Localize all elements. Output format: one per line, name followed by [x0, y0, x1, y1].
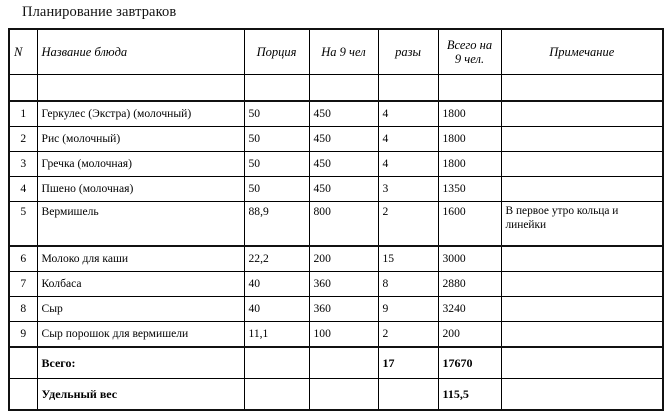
cell-per-9-people: 100	[309, 322, 378, 348]
summary-label-specific-weight: Удельный вес	[37, 379, 244, 411]
cell-dish-name: Молоко для каши	[37, 246, 244, 272]
cell-times: 4	[378, 101, 438, 127]
summary-row-grand-total	[9, 347, 663, 379]
cell-per-9-people: 800	[309, 202, 378, 247]
cell-note: В первое утро кольца и линейки	[501, 202, 663, 247]
table-row	[9, 322, 663, 348]
column-header-total-line-2: 9 чел.	[454, 52, 485, 66]
table-row	[9, 202, 663, 247]
cell-total-for-9: 1800	[438, 152, 501, 177]
cell-dish-name: Рис (молочный)	[37, 127, 244, 152]
column-header-times: разы	[378, 29, 438, 75]
cell-number: 4	[9, 177, 37, 202]
summary-cell-portion	[244, 347, 309, 379]
cell-times: 9	[378, 297, 438, 322]
cell-per-9-people: 450	[309, 152, 378, 177]
cell-number: 3	[9, 152, 37, 177]
summary-cell-note	[501, 347, 663, 379]
cell-times: 3	[378, 177, 438, 202]
cell-total-for-9: 1800	[438, 127, 501, 152]
cell-times: 15	[378, 246, 438, 272]
cell-portion: 50	[244, 101, 309, 127]
cell-number: 7	[9, 272, 37, 297]
summary-cell-total-for-9: 17670	[438, 347, 501, 379]
cell-times: 4	[378, 152, 438, 177]
summary-cell-times	[378, 379, 438, 411]
cell-note	[501, 101, 663, 127]
cell-note	[501, 127, 663, 152]
cell-dish-name: Колбаса	[37, 272, 244, 297]
spacer-cell-note	[501, 75, 663, 102]
column-header-note: Примечание	[501, 29, 663, 75]
cell-total-for-9: 3240	[438, 297, 501, 322]
column-header-dish-name: Название блюда	[37, 29, 244, 75]
table-row	[9, 101, 663, 127]
cell-portion: 40	[244, 297, 309, 322]
table-header-row	[9, 29, 663, 75]
cell-times: 2	[378, 202, 438, 247]
summary-cell-per-9-people	[309, 379, 378, 411]
table-row	[9, 152, 663, 177]
cell-times: 8	[378, 272, 438, 297]
cell-total-for-9: 3000	[438, 246, 501, 272]
cell-dish-name: Пшено (молочная)	[37, 177, 244, 202]
cell-number: 8	[9, 297, 37, 322]
cell-dish-name: Геркулес (Экстра) (молочный)	[37, 101, 244, 127]
cell-portion: 40	[244, 272, 309, 297]
cell-per-9-people: 450	[309, 101, 378, 127]
cell-note	[501, 322, 663, 348]
breakfast-planning-table	[8, 28, 664, 411]
spacer-cell-total	[438, 75, 501, 102]
page-title: Планирование завтраков	[22, 4, 177, 20]
cell-number: 1	[9, 101, 37, 127]
cell-note	[501, 177, 663, 202]
summary-cell-portion	[244, 379, 309, 411]
summary-cell-number	[9, 379, 37, 411]
cell-portion: 22,2	[244, 246, 309, 272]
cell-number: 6	[9, 246, 37, 272]
cell-number: 9	[9, 322, 37, 348]
cell-times: 2	[378, 322, 438, 348]
summary-cell-number	[9, 347, 37, 379]
cell-per-9-people: 360	[309, 272, 378, 297]
table-row	[9, 272, 663, 297]
summary-row-specific-weight	[9, 379, 663, 411]
summary-cell-per-9-people	[309, 347, 378, 379]
cell-total-for-9: 1600	[438, 202, 501, 247]
spacer-cell-times	[378, 75, 438, 102]
cell-times: 4	[378, 127, 438, 152]
cell-dish-name: Вермишель	[37, 202, 244, 247]
table-row	[9, 127, 663, 152]
cell-number: 5	[9, 202, 37, 247]
spacer-cell-number	[9, 75, 37, 102]
summary-cell-note	[501, 379, 663, 411]
cell-portion: 50	[244, 177, 309, 202]
cell-note	[501, 152, 663, 177]
table-spacer-row	[9, 75, 663, 102]
cell-per-9-people: 450	[309, 127, 378, 152]
cell-total-for-9: 1350	[438, 177, 501, 202]
table-row	[9, 246, 663, 272]
column-header-portion: Порция	[244, 29, 309, 75]
cell-per-9-people: 450	[309, 177, 378, 202]
summary-label-total: Всего:	[37, 347, 244, 379]
cell-note	[501, 272, 663, 297]
cell-portion: 88,9	[244, 202, 309, 247]
table-row	[9, 177, 663, 202]
summary-cell-times: 17	[378, 347, 438, 379]
spacer-cell-per9	[309, 75, 378, 102]
cell-dish-name: Сыр	[37, 297, 244, 322]
cell-total-for-9: 2880	[438, 272, 501, 297]
column-header-total-line-1: Всего на	[446, 38, 493, 52]
summary-cell-total-for-9: 115,5	[438, 379, 501, 411]
column-header-total-for-9	[438, 29, 501, 75]
cell-note	[501, 297, 663, 322]
cell-dish-name: Гречка (молочная)	[37, 152, 244, 177]
cell-total-for-9: 1800	[438, 101, 501, 127]
table-row	[9, 297, 663, 322]
cell-number: 2	[9, 127, 37, 152]
spacer-cell-portion	[244, 75, 309, 102]
cell-portion: 11,1	[244, 322, 309, 348]
cell-note	[501, 246, 663, 272]
cell-total-for-9: 200	[438, 322, 501, 348]
cell-per-9-people: 200	[309, 246, 378, 272]
cell-per-9-people: 360	[309, 297, 378, 322]
cell-portion: 50	[244, 127, 309, 152]
spacer-cell-name	[37, 75, 244, 102]
column-header-per-9-people: На 9 чел	[309, 29, 378, 75]
cell-portion: 50	[244, 152, 309, 177]
cell-dish-name: Сыр порошок для вермишели	[37, 322, 244, 348]
column-header-number: N	[9, 29, 37, 75]
